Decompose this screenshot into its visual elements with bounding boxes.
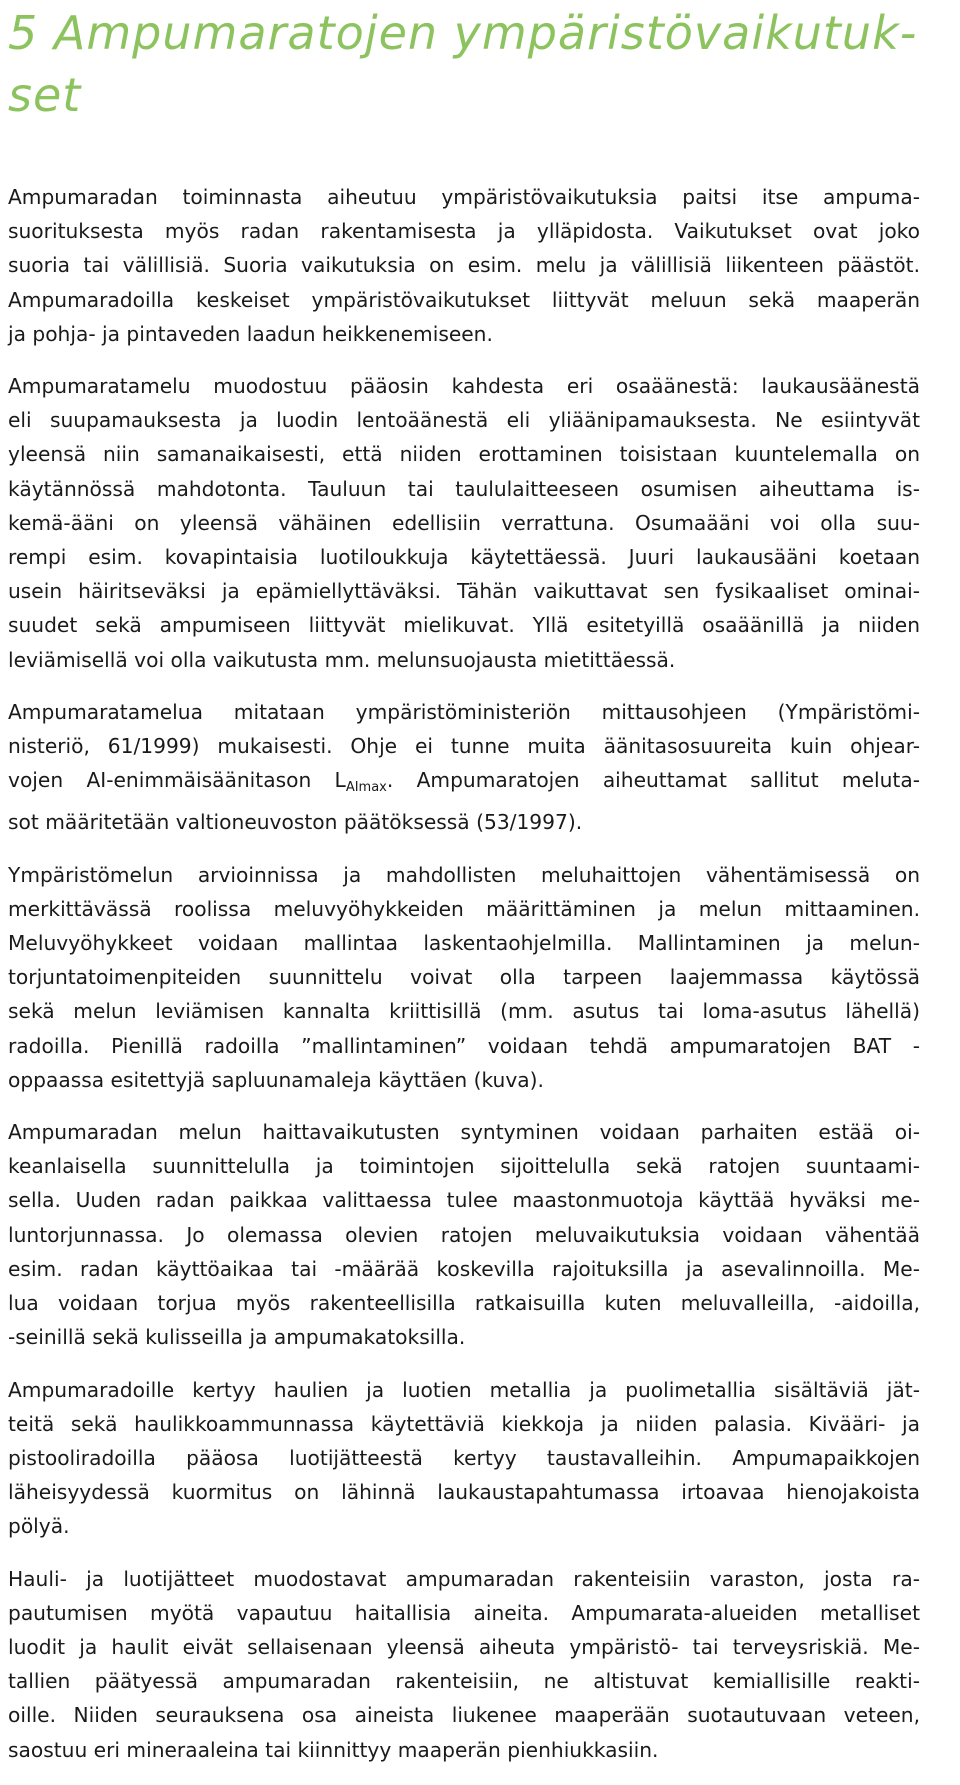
text-line: pistooliradoilla pääosa luotijätteestä kertyy taustavalleihin. Ampumapaikkojen <box>8 1445 920 1470</box>
text-line: radoilla. Pienillä radoilla ”mallintaminen” voidaan tehdä ampumaratojen BAT - <box>8 1033 920 1058</box>
document-page <box>8 0 920 1785</box>
text-line: usein häiritseväksi ja epämiellyttäväksi. Tähän vaikuttavat sen fysikaaliset ominai- <box>8 579 920 604</box>
text-line: suoria tai välillisiä. Suoria vaikutuksia on esim. melu ja välillisiä liikenteen päästöt. <box>8 253 920 278</box>
text-line: saostuu eri mineraaleina tai kiinnittyy maaperän pienhiukkasiin. <box>8 1737 659 1762</box>
text-line: lua voidaan torjua myös rakenteellisilla ratkaisuilla kuten meluvalleilla, -aidoilla, <box>8 1291 920 1316</box>
text-line: Ampumaradan melun haittavaikutusten syntyminen voidaan parhaiten estää oi- <box>8 1120 920 1145</box>
text-line: rempi esim. kovapintaisia luotiloukkuja käytettäessä. Juuri laukausääni koetaan <box>8 545 920 570</box>
text-line: Meluvyöhykkeet voidaan mallintaa laskentaohjelmilla. Mallintaminen ja melun- <box>8 931 920 956</box>
text-line: -seinillä sekä kulisseilla ja ampumakatoksilla. <box>8 1325 466 1350</box>
text-line: käytännössä mahdotonta. Tauluun tai taululaitteeseen osumisen aiheuttama is- <box>8 476 920 501</box>
text-line: suorituksesta myös radan rakentamisesta ja ylläpidosta. Vaikutukset ovat joko <box>8 219 920 244</box>
text-line: eli suupamauksesta ja luodin lentoäänestä eli yliäänipamauksesta. Ne esiintyvät <box>8 408 920 433</box>
text-line: kemä-ääni on yleensä vähäinen edellisiin verrattuna. Osumaääni voi olla suu- <box>8 510 920 535</box>
paragraph-2 <box>8 369 920 677</box>
paragraph-5 <box>8 1115 920 1354</box>
text-line: teitä sekä haulikkoammunnassa käytettäviä kiekkoja ja niiden palasia. Kivääri- ja <box>8 1411 920 1436</box>
text-line: pautumisen myötä vapautuu haitallisia aineita. Ampumarata-alueiden metalliset <box>8 1600 920 1625</box>
chapter-heading-line: 5 Ampumaratojen ympäristövaikutuk- <box>8 6 918 60</box>
text-fragment: . Ampumaratojen aiheuttamat sallitut meluta- <box>386 768 920 793</box>
paragraph-1 <box>8 180 920 351</box>
text-line: oppaassa esitettyjä sapluunamaleja käyttäen (kuva). <box>8 1067 544 1092</box>
text-line <box>8 763 920 805</box>
body-text <box>8 180 920 1767</box>
text-line: Ympäristömelun arvioinnissa ja mahdollisten meluhaittojen vähentämisessä on <box>8 862 920 887</box>
text-line: sella. Uuden radan paikkaa valittaessa tulee maastonmuotoja käyttää hyväksi me- <box>8 1188 920 1213</box>
text-line: luodit ja haulit eivät sellaisenaan yleensä aiheuta ympäristö- tai terveysriskiä. Me- <box>8 1634 920 1659</box>
text-line: Ampumaradoille kertyy haulien ja luotien metallia ja puolimetallia sisältäviä jät- <box>8 1377 920 1402</box>
text-line: oille. Niiden seurauksena osa aineista liukenee maaperään suotautuvaan veteen, <box>8 1703 920 1728</box>
text-line: Hauli- ja luotijätteet muodostavat ampumaradan rakenteisiin varaston, josta ra- <box>8 1566 920 1591</box>
paragraph-3 <box>8 695 920 840</box>
text-line: sekä melun leviämisen kannalta kriittisillä (mm. asutus tai loma-asutus lähellä) <box>8 999 920 1024</box>
text-line: esim. radan käyttöaikaa tai -määrää koskevilla rajoituksilla ja asevalinnoilla. Me- <box>8 1256 920 1281</box>
paragraph-4 <box>8 858 920 1097</box>
text-line: keanlaisella suunnittelulla ja toimintojen sijoittelulla sekä ratojen suuntaami- <box>8 1154 920 1179</box>
text-line: merkittävässä roolissa meluvyöhykkeiden määrittäminen ja melun mittaaminen. <box>8 896 920 921</box>
chapter-heading-line: set <box>8 68 82 122</box>
paragraph-6 <box>8 1373 920 1544</box>
text-line: ja pohja- ja pintaveden laadun heikkenemiseen. <box>8 321 493 346</box>
text-line: nisteriö, 61/1999) mukaisesti. Ohje ei tunne muita äänitasosuureita kuin ohjear- <box>8 734 920 759</box>
subscript-aimax: AImax <box>345 780 387 796</box>
paragraph-7 <box>8 1562 920 1767</box>
text-line: yleensä niin samanaikaisesti, että niiden erottaminen toisistaan kuuntelemalla on <box>8 442 920 467</box>
text-line: Ampumaratamelua mitataan ympäristöministeriön mittausohjeen (Ympäristömi- <box>8 699 920 724</box>
text-line: Ampumaradoilla keskeiset ympäristövaikutukset liittyvät meluun sekä maaperän <box>8 287 920 312</box>
text-line: läheisyydessä kuormitus on lähinnä laukaustapahtumassa irtoavaa hienojakoista <box>8 1480 920 1505</box>
text-line: Ampumaratamelu muodostuu pääosin kahdesta eri osaäänestä: laukausäänestä <box>8 374 920 399</box>
text-line: luntorjunnassa. Jo olemassa olevien ratojen meluvaikutuksia voidaan vähentää <box>8 1222 920 1247</box>
text-line: tallien päätyessä ampumaradan rakenteisiin, ne altistuvat kemiallisille reakti- <box>8 1669 920 1694</box>
text-line: pölyä. <box>8 1514 70 1539</box>
text-fragment: vojen AI-enimmäisäänitason L <box>8 768 346 793</box>
text-line: torjuntatoimenpiteiden suunnittelu voivat olla tarpeen laajemmassa käytössä <box>8 965 920 990</box>
text-line: sot määritetään valtioneuvoston päätöksessä (53/1997). <box>8 810 583 835</box>
text-line: leviämisellä voi olla vaikutusta mm. melunsuojausta mietittäessä. <box>8 647 676 672</box>
text-line: suudet sekä ampumiseen liittyvät mielikuvat. Yllä esitetyillä osaäänillä ja niiden <box>8 613 920 638</box>
text-line: Ampumaradan toiminnasta aiheutuu ympäristövaikutuksia paitsi itse ampuma- <box>8 185 920 209</box>
chapter-heading <box>8 0 920 126</box>
